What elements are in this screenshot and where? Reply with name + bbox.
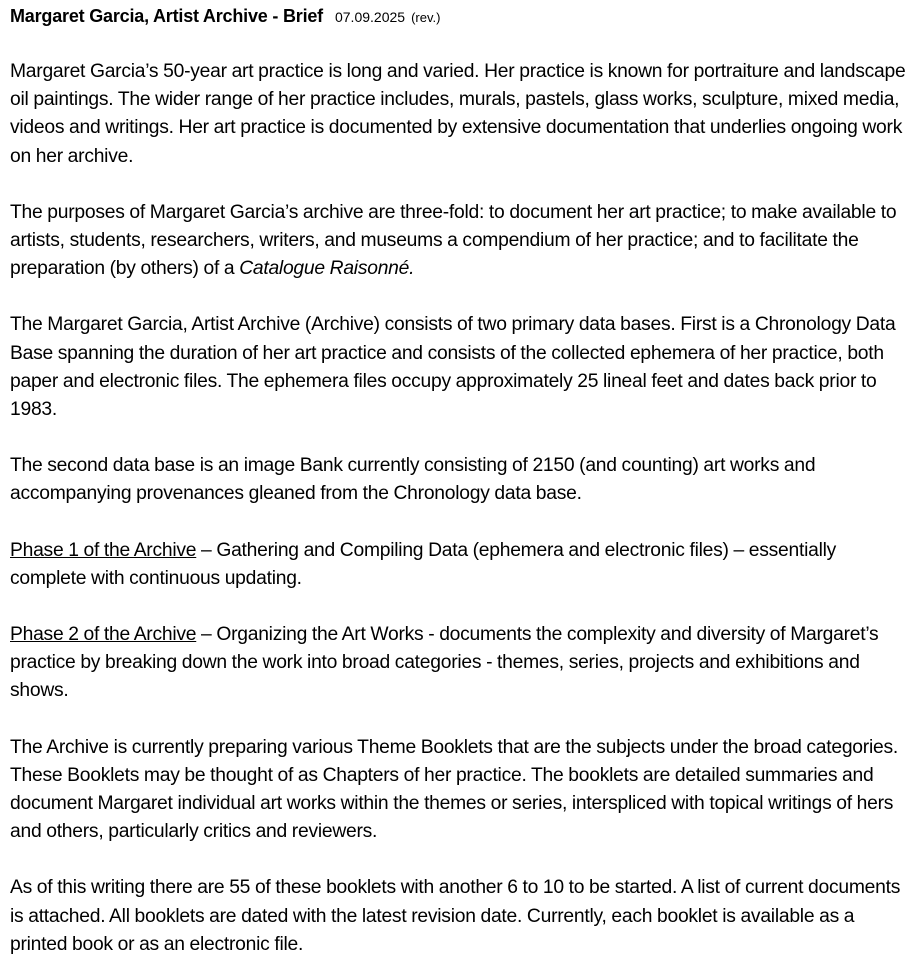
revision-marker: (rev.) <box>411 10 441 25</box>
phase-2-heading: Phase 2 of the Archive <box>10 624 197 646</box>
paragraph-phase-1 <box>10 537 908 593</box>
phase-1-text: – Gathering and Compiling Data (ephemera and electronic files) – essentially complete with continuous updating. <box>10 539 837 589</box>
paragraph-spacer <box>10 706 908 734</box>
document-page <box>10 0 908 959</box>
phase-1-heading: Phase 1 of the Archive <box>10 539 197 561</box>
revision-date: 07.09.2025 <box>334 9 406 25</box>
purposes-text: The purposes of Margaret Garcia’s archive are three-fold: to document her art practice; to make available to artists, students, researchers, writers, and museums a compendium of her practice; and to facilitate the preparation (by others) of a <box>10 201 897 280</box>
phase-2-text: – Organizing the Art Works - documents the complexity and diversity of Margaret’s practice by breaking down the work into broad categories - themes, series, projects and exhibitions and shows. <box>10 624 879 702</box>
paragraph-purposes <box>10 199 908 284</box>
paragraph-booklet-count: As of this writing there are 55 of these booklets with another 6 to 10 to be started. A list of current documents is attached. All booklets are dated with the latest revision date. Currently, each booklet is available as a printed book or as an electronic file. <box>10 877 901 955</box>
paragraph-data-bases: The Margaret Garcia, Artist Archive (Archive) consists of two primary data bases. First is a Chronology Data Base spanning the duration of her art practice and consists of the collected ephemera of her practice, both paper and electronic files. The ephemera files occupy approximately 25 lineal feet and dates back prior to 1983. <box>10 314 896 421</box>
catalogue-raisonne-title: Catalogue Raisonné. <box>239 258 415 280</box>
paragraph-spacer <box>10 593 908 621</box>
paragraph-intro: Margaret Garcia’s 50-year art practice is long and varied. Her practice is known for portraiture and landscape oil paintings. The wider range of her practice includes, murals, pastels, glass works, sculpture, mixed media, videos and writings. Her art practice is documented by extensive documentation that underlies ongoing work on her archive. <box>10 61 906 167</box>
document-title: Margaret Garcia, Artist Archive - Brief <box>10 6 323 26</box>
paragraph-spacer <box>10 846 908 874</box>
paragraph-spacer <box>10 283 908 311</box>
paragraph-spacer <box>10 30 908 58</box>
paragraph-spacer <box>10 509 908 537</box>
paragraph-phase-2 <box>10 621 908 706</box>
paragraph-spacer <box>10 171 908 199</box>
paragraph-image-bank: The second data base is an image Bank currently consisting of 2150 (and counting) art works and accompanying provenances gleaned from the Chronology data base. <box>10 455 816 505</box>
document-header <box>10 2 908 30</box>
paragraph-theme-booklets: The Archive is currently preparing various Theme Booklets that are the subjects under the broad categories. These Booklets may be thought of as Chapters of her practice. The booklets are detailed summaries and document Margaret individual art works within the themes or series, interspliced with topical writings of hers and others, particularly critics and reviewers. <box>10 736 898 843</box>
paragraph-spacer <box>10 424 908 452</box>
